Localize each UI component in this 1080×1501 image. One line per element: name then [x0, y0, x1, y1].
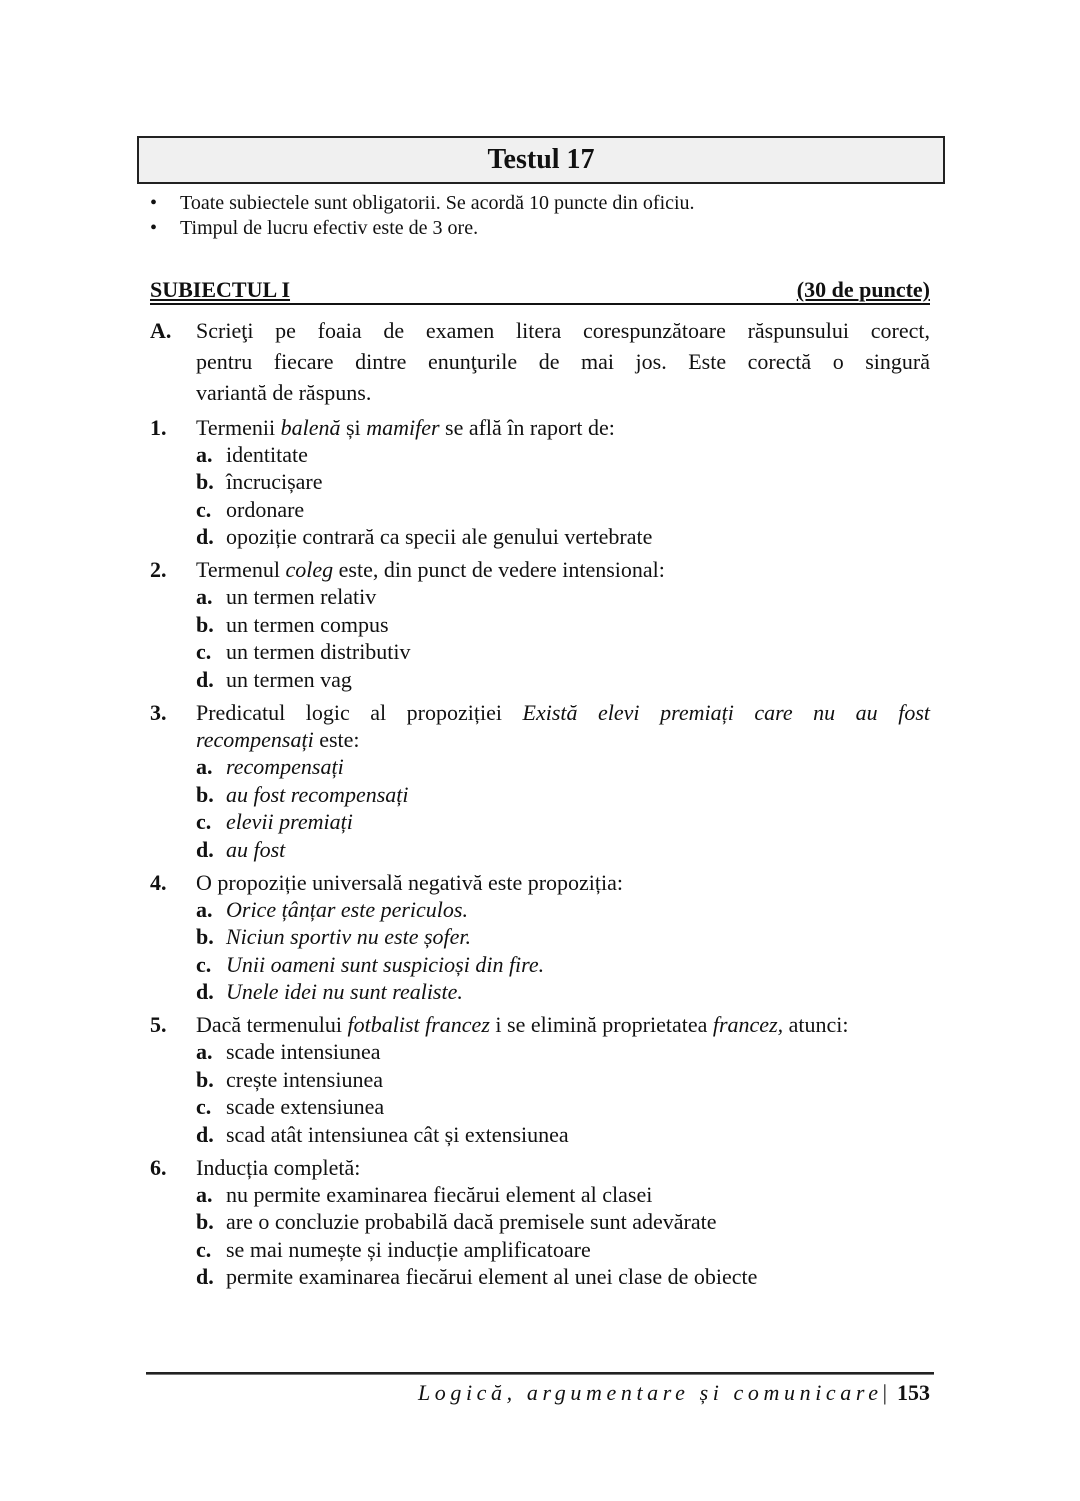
answer-option [196, 666, 930, 693]
question-2 [150, 556, 930, 693]
question-text [196, 556, 930, 583]
option-letter: d. [196, 524, 214, 550]
question-text [196, 414, 930, 441]
text-segment: francez, [712, 1012, 784, 1038]
answer-option [196, 496, 930, 523]
question-4 [150, 869, 930, 1006]
question-number: 5. [150, 1012, 167, 1038]
answer-option [196, 1208, 930, 1235]
option-text: scad atât intensiunea cât și extensiunea [226, 1121, 569, 1147]
option-letter: a. [196, 584, 213, 610]
option-letter: d. [196, 666, 214, 692]
option-letter: a. [196, 896, 213, 922]
text-segment: recompensați [196, 726, 314, 752]
option-text: un termen vag [226, 666, 352, 692]
option-text: Unele idei nu sunt realiste. [226, 979, 463, 1005]
question-number: 1. [150, 414, 167, 440]
option-text: scade extensiunea [226, 1094, 385, 1120]
question-5 [150, 1011, 930, 1148]
text-segment: O propoziție universală negativă este propoziția: [196, 869, 624, 895]
option-text: permite examinarea fiecărui element al unei clase de obiecte [226, 1264, 758, 1290]
page-footer [418, 1378, 930, 1408]
instruction-item [148, 191, 695, 216]
option-letter: b. [196, 1209, 214, 1235]
question-text [196, 1154, 930, 1181]
part-label: A. [150, 318, 172, 343]
option-text: au fost [226, 836, 286, 862]
question-text [196, 1011, 930, 1038]
text-segment: Dacă termenului [196, 1012, 348, 1038]
option-letter: b. [196, 924, 214, 950]
question-number: 4. [150, 869, 167, 895]
text-segment: Termenii [196, 414, 281, 440]
questions-area [150, 315, 930, 1296]
text-segment: este: [313, 726, 360, 752]
answer-option [196, 1121, 930, 1148]
answer-option [196, 523, 930, 550]
question-3 [150, 699, 930, 863]
answer-option [196, 1263, 930, 1290]
answer-option [196, 638, 930, 665]
option-text: scade intensiunea [226, 1039, 381, 1065]
instruction-item [148, 216, 695, 241]
instruction-line: variantă de răspuns. [196, 380, 372, 405]
question-6 [150, 1154, 930, 1291]
book-title: Logică, argumentare și comunicare [417, 1380, 883, 1405]
option-letter: a. [196, 1181, 213, 1207]
question-number: 2. [150, 557, 167, 583]
option-letter: d. [196, 836, 214, 862]
answer-option [196, 611, 930, 638]
text-segment: coleg [285, 557, 334, 583]
option-letter: d. [196, 1121, 214, 1147]
answer-option [196, 836, 930, 863]
option-letter: c. [196, 809, 212, 835]
question-text [196, 699, 930, 726]
part-a-instructions [150, 315, 930, 408]
option-text: un termen distributiv [226, 639, 411, 665]
instruction-text: Timpul de lucru efectiv este de 3 ore. [180, 217, 479, 239]
page-number: 153 [897, 1380, 930, 1405]
bullet-icon: • [150, 217, 158, 239]
option-text: au fost recompensați [226, 781, 409, 807]
text-segment: balenă [280, 414, 341, 440]
bullet-icon: • [150, 192, 158, 214]
section-name: SUBIECTUL I [150, 277, 291, 302]
answer-option [196, 808, 930, 835]
section-points: (30 de puncte) [796, 277, 930, 302]
option-letter: d. [196, 979, 214, 1005]
text-segment: atunci: [783, 1012, 849, 1038]
question-number: 6. [150, 1154, 167, 1180]
text-segment: i se elimină proprietatea [489, 1012, 713, 1038]
question-text [196, 726, 930, 753]
answer-option [196, 781, 930, 808]
text-segment: Există elevi premiați care nu au fost [522, 699, 930, 725]
option-letter: c. [196, 1094, 212, 1120]
option-letter: c. [196, 951, 212, 977]
instruction-line: Scrieţi pe foaia de examen litera corespunzătoare răspunsului corect, [196, 318, 930, 343]
option-letter: a. [196, 441, 213, 467]
option-letter: b. [196, 469, 214, 495]
answer-option [196, 441, 930, 468]
option-text: opoziție contrară ca specii ale genului vertebrate [226, 524, 653, 550]
option-text: identitate [226, 441, 308, 467]
option-text: recompensați [226, 754, 344, 780]
instruction-text: Toate subiectele sunt obligatorii. Se acordă 10 puncte din oficiu. [180, 192, 695, 214]
answer-option [196, 583, 930, 610]
answer-option [196, 753, 930, 780]
answer-option [196, 923, 930, 950]
option-letter: d. [196, 1264, 214, 1290]
text-segment: și [340, 414, 367, 440]
instruction-line: pentru fiecare dintre enunţurile de mai jos. Este corectă o singură [196, 349, 930, 374]
text-segment: se află în raport de: [439, 414, 615, 440]
footer-divider [146, 1372, 934, 1375]
text-segment: Predicatul logic al propoziției [196, 699, 523, 725]
option-letter: c. [196, 1236, 212, 1262]
option-letter: b. [196, 781, 214, 807]
option-text: ordonare [226, 496, 305, 522]
option-text: încrucișare [226, 469, 323, 495]
option-text: Orice țânțar este periculos. [226, 896, 468, 922]
answer-option [196, 468, 930, 495]
option-text: crește intensiunea [226, 1066, 383, 1092]
option-text: un termen relativ [226, 584, 377, 610]
text-segment: Inducția completă: [196, 1154, 361, 1180]
answer-option [196, 951, 930, 978]
answer-option [196, 1038, 930, 1065]
answer-option [196, 896, 930, 923]
answer-option [196, 1066, 930, 1093]
question-1 [150, 414, 930, 551]
footer-separator: | [882, 1380, 887, 1405]
option-letter: b. [196, 611, 214, 637]
question-number: 3. [150, 699, 167, 725]
option-letter: c. [196, 496, 212, 522]
option-text: are o concluzie probabilă dacă premisele sunt adevărate [226, 1209, 717, 1235]
question-text [196, 869, 930, 896]
answer-option [196, 1093, 930, 1120]
option-text: un termen compus [226, 611, 389, 637]
option-text: Unii oameni sunt suspicioși din fire. [226, 951, 545, 977]
text-segment: fotbalist francez [347, 1012, 490, 1038]
option-letter: a. [196, 754, 213, 780]
section-header [150, 277, 930, 305]
option-letter: b. [196, 1066, 214, 1092]
answer-option [196, 1236, 930, 1263]
option-letter: a. [196, 1039, 213, 1065]
option-text: Niciun sportiv nu este șofer. [226, 924, 472, 950]
answer-option [196, 1181, 930, 1208]
test-title: Testul 17 [137, 136, 945, 184]
option-text: nu permite examinarea fiecărui element al clasei [226, 1181, 653, 1207]
text-segment: mamifer [366, 414, 440, 440]
option-text: elevii premiați [226, 809, 353, 835]
text-segment: este, din punct de vedere intensional: [333, 557, 665, 583]
text-segment: Termenul [196, 557, 286, 583]
instructions-list [148, 191, 695, 241]
answer-option [196, 978, 930, 1005]
option-text: se mai numește și inducție amplificatoare [226, 1236, 591, 1262]
option-letter: c. [196, 639, 212, 665]
